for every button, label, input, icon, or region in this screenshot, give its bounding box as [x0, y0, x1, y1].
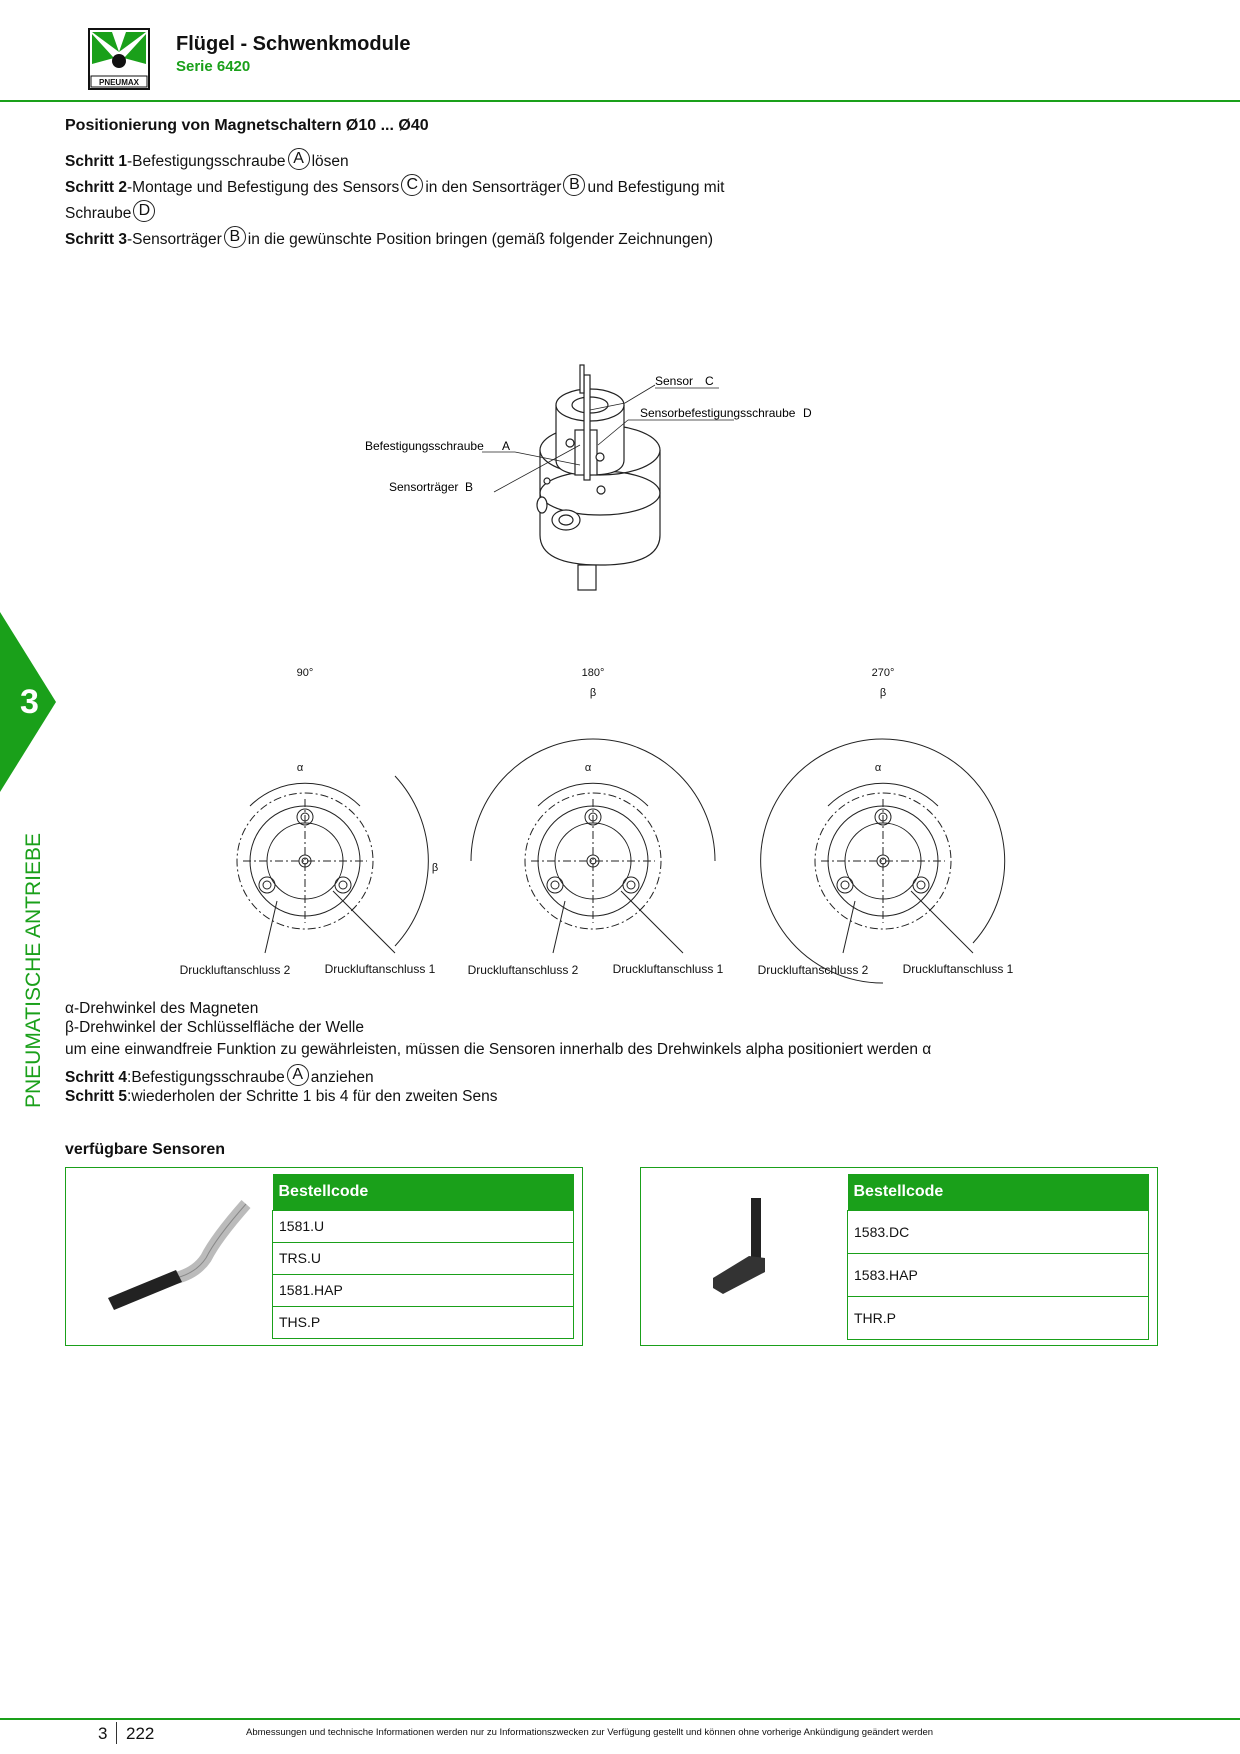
- port-1-label: Druckluftanschluss 1: [902, 962, 1014, 976]
- view-angle-label: 270°: [871, 667, 895, 679]
- legend-alpha: α-Drehwinkel des Magneten: [65, 1000, 259, 1017]
- legend-note: um eine einwandfreie Funktion zu gewährleisten, müssen die Sensoren innerhalb des Drehwinkels alpha positioniert werden α: [65, 1041, 932, 1058]
- chapter-number: 3: [20, 683, 39, 721]
- footer-separator: [116, 1722, 117, 1744]
- step-5: [65, 1087, 498, 1106]
- table-row: 1583.HAP: [848, 1253, 1149, 1296]
- table-row: THS.P: [273, 1306, 574, 1338]
- rotation-views: [165, 667, 1035, 977]
- circle-d-marker: D: [133, 200, 155, 222]
- step-5-text: :wiederholen der Schritte 1 bis 4 für den zweiten Sens: [127, 1088, 498, 1105]
- step-3: [65, 226, 713, 249]
- step-4-text-end: anziehen: [310, 1069, 374, 1086]
- footer-chapter: 3: [98, 1724, 108, 1743]
- sensors-title: verfügbare Sensoren: [65, 1141, 226, 1158]
- header-divider: [0, 100, 1240, 102]
- footer-divider: [0, 1718, 1240, 1720]
- beta-label: β: [879, 687, 887, 699]
- step-5-label: Schritt 5: [65, 1088, 128, 1105]
- port-2-label: Druckluftanschluss 2: [179, 963, 291, 977]
- view-angle-label: 90°: [296, 667, 314, 679]
- assembly-drawing: [365, 374, 830, 605]
- step-1-text-end: lösen: [311, 153, 349, 170]
- circle-a-marker-2: A: [287, 1064, 309, 1086]
- step-1-label: Schritt 1: [65, 153, 128, 170]
- alpha-label: α: [296, 762, 304, 774]
- step-1-text: -Befestigungsschraube: [127, 153, 286, 170]
- label-fix-screw: Befestigungsschraube: [365, 439, 484, 453]
- circle-b-marker-2: B: [224, 226, 246, 248]
- circle-b-marker: B: [563, 174, 585, 196]
- label-carrier: Sensorträger: [389, 480, 459, 494]
- table-header: Bestellcode: [848, 1174, 1149, 1210]
- label-fix-screw-circ: A: [502, 439, 511, 453]
- pneumax-logo: [88, 28, 150, 90]
- table-row: 1583.DC: [848, 1210, 1149, 1253]
- sensor-table-right: [847, 1174, 1149, 1340]
- chapter-label: PNEUMATISCHE ANTRIEBE: [22, 833, 45, 1108]
- step-2-screw: Schraube: [65, 205, 132, 222]
- step-4: [65, 1064, 374, 1087]
- step-2: [65, 174, 724, 197]
- alpha-label: α: [874, 762, 882, 774]
- port-1-label: Druckluftanschluss 1: [324, 962, 436, 976]
- table-row: 1581.U: [273, 1210, 574, 1242]
- table-header: Bestellcode: [273, 1174, 574, 1210]
- port-1-label: Druckluftanschluss 1: [612, 962, 724, 976]
- sensor-box-left: [65, 1167, 583, 1346]
- step-3-label: Schritt 3: [65, 231, 128, 248]
- port-2-label: Druckluftanschluss 2: [467, 963, 579, 977]
- alpha-label: α: [584, 762, 592, 774]
- footer-note: Abmessungen und technische Informationen werden nur zu Informationszwecken zur Verfügung gestellt und können ohne vorherige Ankündigung geändert werden: [246, 1727, 934, 1738]
- step-1: [65, 148, 349, 171]
- step-2-text-mid: in den Sensorträger: [425, 179, 562, 196]
- label-carrier-circ: B: [465, 480, 474, 494]
- step-2-text-end: und Befestigung mit: [587, 179, 725, 196]
- section-title: Positionierung von Magnetschaltern Ø10 ... Ø40: [65, 117, 429, 134]
- sensor-box-right: [640, 1167, 1158, 1346]
- port-2-label: Druckluftanschluss 2: [757, 963, 869, 977]
- sensor-cable-straight-image: [96, 1198, 256, 1318]
- label-sensor-screw-circ: D: [803, 406, 812, 420]
- sensor-cable-angled-image: [701, 1198, 801, 1318]
- legend-beta: β-Drehwinkel der Schlüsselfläche der Welle: [65, 1019, 364, 1036]
- step-4-label: Schritt 4: [65, 1069, 128, 1086]
- table-row: TRS.U: [273, 1242, 574, 1274]
- step-2-label: Schritt 2: [65, 179, 128, 196]
- beta-label: β: [431, 862, 439, 874]
- footer-page: 222: [126, 1724, 155, 1743]
- logo-text: PNEUMAX: [98, 78, 140, 87]
- beta-label: β: [589, 687, 597, 699]
- table-row: THR.P: [848, 1296, 1149, 1339]
- page-subtitle: Serie 6420: [176, 58, 251, 75]
- page-title: Flügel - Schwenkmodule: [176, 33, 411, 55]
- label-sensor-screw: Sensorbefestigungsschraube: [640, 406, 796, 420]
- step-2-cont: [65, 200, 157, 223]
- view-angle-label: 180°: [581, 667, 605, 679]
- label-sensor-circ: C: [705, 374, 714, 388]
- step-4-text: :Befestigungsschraube: [127, 1069, 285, 1086]
- step-3-text: -Sensorträger: [127, 231, 222, 248]
- sensor-table-left: [272, 1174, 574, 1339]
- label-sensor: Sensor: [655, 374, 694, 388]
- circle-c-marker: C: [401, 174, 423, 196]
- table-row: 1581.HAP: [273, 1274, 574, 1306]
- step-3-text-end: in die gewünschte Position bringen (gemäß folgender Zeichnungen): [247, 231, 714, 248]
- circle-a-marker: A: [288, 148, 310, 170]
- step-2-text: -Montage und Befestigung des Sensors: [127, 179, 400, 196]
